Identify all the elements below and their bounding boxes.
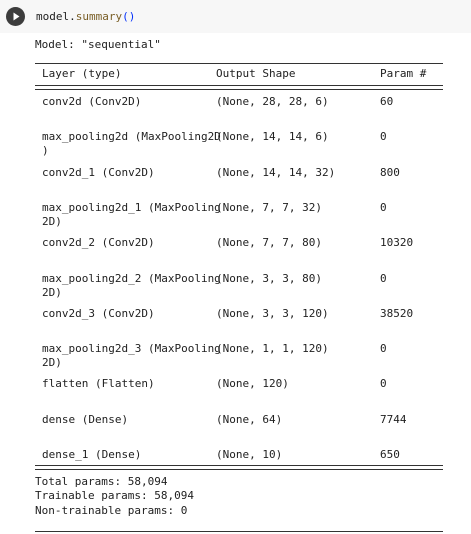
layer-name-line: conv2d_1 (Conv2D) <box>42 166 155 179</box>
param-count: 7744 <box>380 413 407 426</box>
layer-name-line: conv2d_2 (Conv2D) <box>42 236 155 249</box>
param-count: 0 <box>380 272 387 285</box>
layer-name-line: 2D) <box>42 286 62 299</box>
param-count: 0 <box>380 130 387 143</box>
play-icon <box>6 7 25 26</box>
layer-name-line: max_pooling2d_1 (MaxPooling <box>42 201 221 214</box>
layer-name-line: 2D) <box>42 356 62 369</box>
layer-name <box>42 201 221 229</box>
code-cell[interactable] <box>0 0 471 33</box>
layer-name <box>42 307 155 321</box>
param-count: 60 <box>380 95 394 108</box>
layer-name <box>42 272 221 300</box>
code-parens: () <box>122 10 136 23</box>
layer-name <box>42 166 155 180</box>
output-shape: (None, 1, 1, 120) <box>216 342 329 355</box>
layer-name-line: 2D) <box>42 215 62 228</box>
layer-name <box>42 413 128 427</box>
layer-name <box>42 236 155 250</box>
layer-name-line: conv2d (Conv2D) <box>42 95 142 108</box>
output-shape: (None, 28, 28, 6) <box>216 95 329 108</box>
output-shape: (None, 10) <box>216 448 283 461</box>
model-name-line: Model: "sequential" <box>35 38 161 51</box>
layer-name-line: max_pooling2d (MaxPooling2D <box>42 130 221 143</box>
output-shape: (None, 120) <box>216 377 289 390</box>
param-count: 0 <box>380 201 387 214</box>
header-output-shape: Output Shape <box>216 67 296 80</box>
header-rule <box>35 85 443 90</box>
header-param: Param # <box>380 67 427 80</box>
layer-name-line: ) <box>42 144 49 157</box>
code-object: model <box>36 10 70 23</box>
output-shape: (None, 64) <box>216 413 283 426</box>
param-count: 10320 <box>380 236 414 249</box>
layer-name <box>42 130 221 158</box>
output-shape: (None, 14, 14, 32) <box>216 166 336 179</box>
output-shape: (None, 7, 7, 80) <box>216 236 322 249</box>
param-count: 0 <box>380 342 387 355</box>
code-method: summary <box>75 10 123 23</box>
layer-name-line: max_pooling2d_3 (MaxPooling <box>42 342 221 355</box>
param-count: 800 <box>380 166 400 179</box>
bottom-rule <box>35 531 443 532</box>
layer-name <box>42 342 221 370</box>
output-shape: (None, 7, 7, 32) <box>216 201 322 214</box>
layer-name-line: max_pooling2d_2 (MaxPooling <box>42 272 221 285</box>
layer-name-line: conv2d_3 (Conv2D) <box>42 307 155 320</box>
layer-name <box>42 448 141 462</box>
code-editor-line[interactable] <box>36 10 135 24</box>
output-shape: (None, 3, 3, 120) <box>216 307 329 320</box>
footer-rule <box>35 465 443 470</box>
layer-name-line: flatten (Flatten) <box>42 377 155 390</box>
non-trainable-params: Non-trainable params: 0 <box>35 504 188 517</box>
layer-name-line: dense_1 (Dense) <box>42 448 142 461</box>
layer-name-line: dense (Dense) <box>42 413 129 426</box>
layer-name <box>42 95 141 109</box>
code-dot: . <box>69 10 76 23</box>
output-shape: (None, 14, 14, 6) <box>216 130 329 143</box>
run-cell-button[interactable] <box>6 7 25 26</box>
total-params: Total params: 58,094 <box>35 475 168 488</box>
param-count: 38520 <box>380 307 414 320</box>
header-layer: Layer (type) <box>42 67 122 80</box>
param-count: 650 <box>380 448 400 461</box>
trainable-params: Trainable params: 58,094 <box>35 489 194 502</box>
top-rule <box>35 63 443 64</box>
output-shape: (None, 3, 3, 80) <box>216 272 322 285</box>
param-count: 0 <box>380 377 387 390</box>
layer-name <box>42 377 155 391</box>
